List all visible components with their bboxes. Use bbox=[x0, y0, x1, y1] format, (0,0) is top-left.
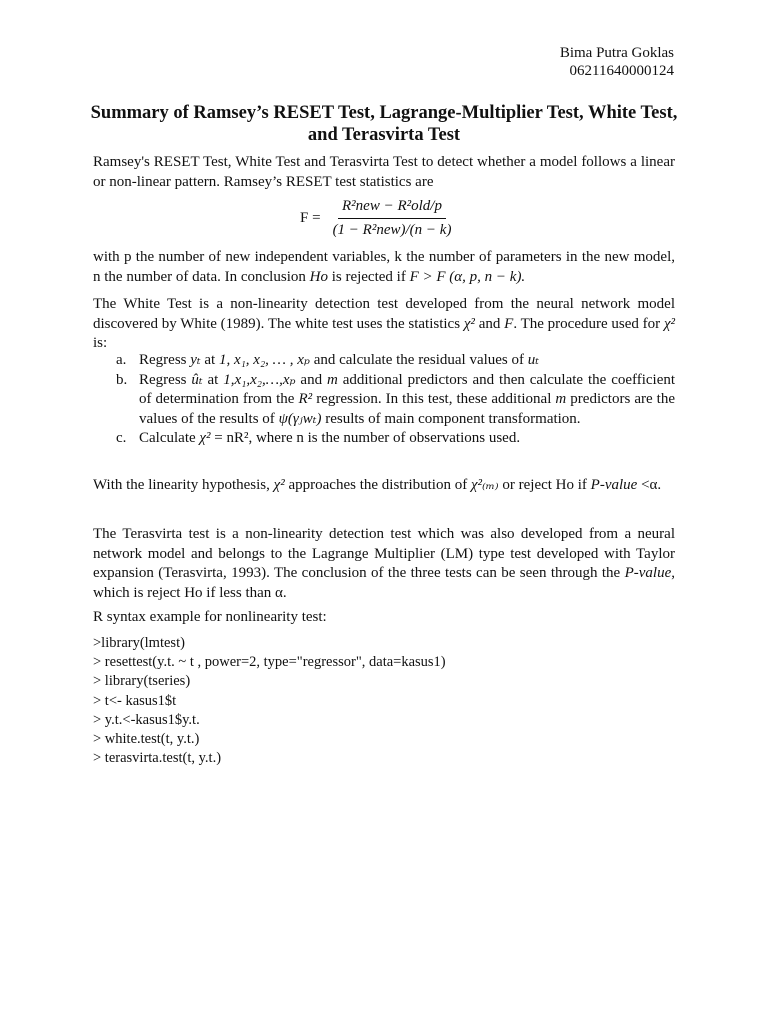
uhat-symbol: ûₜ bbox=[191, 371, 203, 388]
code-line: > library(tseries) bbox=[93, 673, 191, 690]
variables: 1,x₁,x₂,…,xₚ bbox=[223, 371, 296, 388]
step-text: Regress bbox=[139, 352, 187, 368]
chi-symbol: χ² bbox=[199, 430, 211, 446]
linearity-text: <α. bbox=[641, 477, 662, 493]
terasvirta-text: , which is reject Ho if less than α. bbox=[93, 565, 675, 601]
author-name: Bima Putra Goklas bbox=[559, 45, 674, 61]
list-label: b. bbox=[116, 371, 128, 388]
code-line: >library(lmtest) bbox=[93, 635, 185, 651]
white-test-paragraph bbox=[93, 295, 675, 354]
document-title: Summary of Ramsey’s RESET Test, Lagrange-Multiplier Test, White Test, and Terasvirta Test bbox=[90, 103, 678, 145]
step-text: predictors are the values of the results of bbox=[139, 391, 675, 427]
yt-symbol: yₜ bbox=[190, 352, 201, 368]
code-line: > resettest(y.t. ~ t , power=2, type="regressor", data=kasus1) bbox=[93, 654, 446, 671]
white-text-2: . The procedure used for bbox=[513, 315, 661, 332]
p-value-term: P-value bbox=[624, 565, 672, 581]
step-text: = nR², where n is the number of observations used. bbox=[214, 430, 521, 446]
formula-denominator: (1 − R²new)/(n − k) bbox=[332, 222, 452, 238]
list-item bbox=[93, 371, 675, 430]
chi-symbol-2: χ² bbox=[663, 315, 676, 332]
linearity-paragraph bbox=[93, 476, 675, 496]
p-value-term: P-value bbox=[590, 477, 638, 493]
ho-term: Ho bbox=[309, 268, 328, 285]
chi-m-symbol: χ²₍ₘ₎ bbox=[470, 477, 499, 493]
terasvirta-text: The Terasvirta test is a non-linearity detection test which was also developed from a neural network model and belongs to the Lagrange Multiplier (LM) type test developed with Taylor expansion (Terasvirta, 1993). The conclusion of the three tests can be seen through the bbox=[93, 526, 675, 581]
code-line: > white.test(t, y.t.) bbox=[93, 731, 200, 748]
white-text-1: The White Test is a non-linearity detection test developed from the neural network model discovered by White (1989). The white test uses the statistics bbox=[93, 296, 675, 332]
author-header bbox=[560, 44, 674, 80]
terasvirta-paragraph bbox=[93, 525, 675, 603]
rejection-condition: F > F (α, p, n − k). bbox=[409, 268, 526, 285]
formula-explanation bbox=[93, 248, 675, 287]
f-symbol: F bbox=[504, 315, 514, 332]
step-text: and bbox=[300, 371, 323, 388]
formula-fraction bbox=[329, 198, 456, 239]
formula-lhs: F = bbox=[300, 210, 321, 226]
step-text: results of main component transformation. bbox=[325, 410, 581, 427]
explanation-text: with p the number of new independent variables, k the number of parameters in the new model, n the number of data. In conclusion bbox=[93, 249, 675, 285]
student-id: 06211640000124 bbox=[569, 63, 674, 79]
linearity-text: With the linearity hypothesis, bbox=[93, 477, 270, 493]
variables: 1, x₁, x₂, … , xₚ bbox=[218, 352, 310, 368]
linearity-text: or reject Ho if bbox=[502, 477, 587, 493]
white-is: is: bbox=[93, 335, 108, 351]
psi-expression: ψ(γⱼwₜ) bbox=[278, 410, 322, 427]
chi-symbol: χ² bbox=[273, 477, 285, 493]
r-code-block bbox=[93, 634, 446, 768]
ut-symbol: uₜ bbox=[527, 352, 539, 368]
white-and: and bbox=[478, 315, 501, 332]
procedure-list bbox=[93, 351, 675, 449]
step-text: additional predictors and then calculate the coefficient of determination from the bbox=[139, 371, 676, 407]
chi-symbol: χ² bbox=[463, 315, 475, 332]
reset-formula bbox=[300, 198, 455, 239]
step-text: at bbox=[207, 371, 219, 388]
r2-symbol: R² bbox=[298, 391, 313, 407]
intro-paragraph: Ramsey's RESET Test, White Test and Terasvirta Test to detect whether a model follows a linear or non-linear pattern. Ramsey’s RESET test statistics are bbox=[93, 154, 675, 190]
step-text: and calculate the residual values of bbox=[313, 352, 525, 368]
code-line: > terasvirta.test(t, y.t.) bbox=[93, 750, 222, 767]
step-text: regression. In this test, these additional bbox=[316, 391, 552, 407]
m-symbol: m bbox=[555, 391, 567, 407]
r-syntax-intro: R syntax example for nonlinearity test: bbox=[93, 609, 327, 625]
linearity-text: approaches the distribution of bbox=[288, 477, 468, 493]
step-text: at bbox=[204, 352, 216, 368]
list-item bbox=[93, 351, 675, 371]
m-symbol: m bbox=[326, 371, 338, 388]
step-text: Regress bbox=[139, 371, 187, 388]
code-line: > t<- kasus1$t bbox=[93, 692, 177, 709]
explanation-text-2: is rejected if bbox=[331, 268, 406, 285]
step-text: Calculate bbox=[139, 430, 196, 446]
code-line: > y.t.<-kasus1$y.t. bbox=[93, 711, 200, 728]
formula-numerator: R²new − R²old/p bbox=[338, 198, 446, 219]
list-label: a. bbox=[116, 352, 127, 368]
list-item bbox=[93, 429, 675, 449]
list-label: c. bbox=[116, 430, 127, 446]
